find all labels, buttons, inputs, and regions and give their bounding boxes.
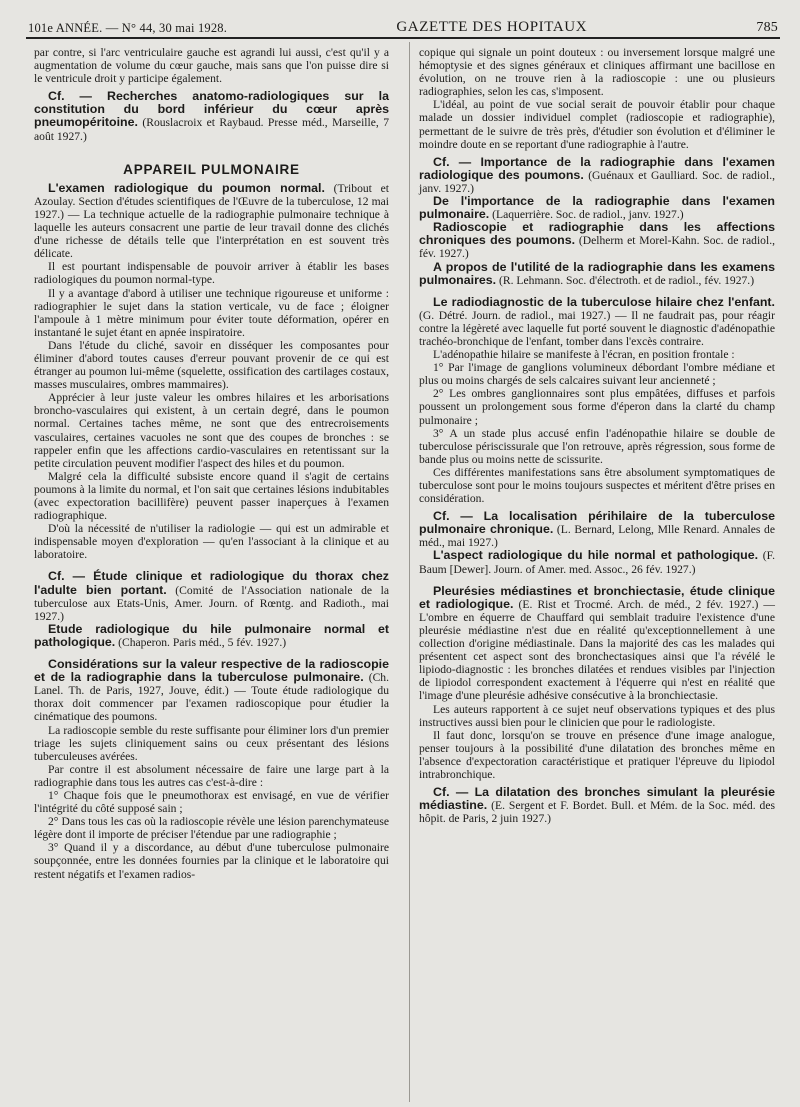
- entry: [419, 549, 775, 575]
- entry-title: L'examen radiologique du poumon normal.: [48, 180, 325, 195]
- entry-title: A propos de l'utilité de la radiographie dans les examens pulmonaires.: [419, 259, 775, 287]
- paragraph: Il faut donc, lorsqu'on se trouve en présence d'une image analogue, penser toujours à la possibilité d'une dilatation des bronches même en l'absence d'expectoration caractéristique et pratiquer l'épreuve du lipiodol intrabronchique.: [419, 728, 775, 781]
- entry-reference: (E. Sergent et F. Bordet. Bull. et Mém. de la Soc. méd. des hôpit. de Paris, 2 juin 1927.): [419, 799, 775, 826]
- entry-reference: (L. Bernard, Lelong, Mlle Renard. Annales de méd., mai 1927.): [419, 523, 775, 550]
- paragraph: 2° Les ombres ganglionnaires sont plus empâtées, diffuses et parfois poussent un prolongement sous forme d'éperon dans la clarté du champ pulmonaire ;: [419, 387, 775, 427]
- entry: [419, 156, 775, 195]
- paragraph: 2° Dans tous les cas où la radioscopie révèle une lésion parenchymateuse légère dont il importe de préciser l'étendue par une radiographie ;: [34, 815, 389, 842]
- paragraph: Par contre il est absolument nécessaire de faire une large part à la radiographie dans tous les autres cas c'est-à-dire :: [34, 762, 389, 789]
- entry: [419, 261, 775, 287]
- entry-reference: (Comité de l'Association nationale de la tuberculose aux Etats-Unis, Amer. Journ. of Rœntg. and Radioth., mai 1927.): [34, 583, 389, 623]
- paragraph: 3° A un stade plus accusé enfin l'adénopathie hilaire se double de tuberculose périscissurale que l'on retrouve, après régression, sous forme de bande plus ou moins nette de scissurite.: [419, 426, 775, 466]
- entry-title: De l'importance de la radiographie dans l'examen pulmonaire.: [419, 194, 775, 222]
- paragraph: Malgré cela la difficulté subsiste encore quand il s'agit de certains poumons à la limite du normal, et l'on sait que certaines lésions indubitables (avec expectoration bacillifère) peuvent passer inaperçues à l'examen radiographique.: [34, 469, 389, 523]
- entry-reference: (Chaperon. Paris méd., 5 fév. 1927.): [118, 635, 287, 649]
- section-heading: APPAREIL PULMONAIRE: [123, 161, 300, 177]
- entry: [34, 658, 389, 723]
- paragraph: Dans l'étude du cliché, savoir en disséquer les composantes pour éliminer d'abord toutes causes d'erreur pouvant provenir de ce qui est étranger au poumon lui-même (squelette, ossification des cartilages costaux, masses musculaires, ombres mammaires).: [34, 338, 389, 392]
- entry-reference: (Tribout et Azoulay. Section d'études scientifiques de l'Œuvre de la tuberculose, 12 mai 1927.): [34, 181, 389, 221]
- entry-title: Considérations sur la valeur respective de la radioscopie et de la radiographie dans la tuberculose pulmonaire.: [34, 657, 389, 685]
- paragraph: D'où la nécessité de n'utiliser la radiologie — qui est un admirable et indispensable moyen d'exploration — qu'en l'associant à la clinique et au laboratoire.: [34, 522, 389, 562]
- entry-title: L'aspect radiologique du hile normal et pathologique.: [433, 548, 759, 563]
- paragraph: 1° Par l'image de ganglions volumineux débordant l'ombre médiane et plus ou moins chargés de sels calcaires suivant leur ancienneté ;: [419, 361, 775, 388]
- entry-title: Pleurésies médiastines et bronchiectasie, étude clinique et radiologique.: [419, 583, 775, 611]
- paragraph: La radioscopie semble du reste suffisante pour éliminer lors d'un premier triage les sujets cliniquement sains ou ceux présentant des lésions tuberculeuses avérées.: [34, 723, 389, 763]
- entry-reference: (Ch. Lanel. Th. de Paris, 1927, Jouve, édit.): [34, 671, 389, 698]
- page-number: 785: [756, 20, 778, 35]
- column-divider: [409, 42, 410, 1102]
- paragraph: par contre, si l'arc ventriculaire gauche est agrandi lui aussi, c'est qu'il y a augmentation de volume du cœur gauche, mais sans que l'on puisse dire si le ventricule droit y participe également.: [34, 46, 389, 86]
- entry: [419, 195, 775, 221]
- entry-title: Cf. — Recherches anatomo-radiologiques sur la constitution du bord inférieur du cœur après pneumopéritoine.: [34, 89, 389, 130]
- header-rule: [26, 37, 780, 39]
- paragraph: Ces différentes manifestations sans être absolument symptomatiques de tuberculose sont pour le moins toujours suspectes et méritent d'être prises en considération.: [419, 465, 775, 506]
- entry: [34, 90, 389, 142]
- entry-title: Cf. — Étude clinique et radiologique du thorax chez l'adulte bien portant.: [34, 569, 389, 597]
- entry: [419, 786, 775, 825]
- entry: [419, 510, 775, 549]
- entry-title: Cf. — La localisation périhilaire de la tuberculose pulmonaire chronique.: [419, 509, 775, 537]
- right-column: [419, 46, 775, 825]
- paragraph: 3° Quand il y a discordance, au début d'une tuberculose pulmonaire soupçonnée, entre les données fournies par la clinique et le laboratoire qui restent négatifs et l'examen radios-: [34, 841, 389, 881]
- left-column: [34, 46, 389, 881]
- paragraph: Il est pourtant indispensable de pouvoir arriver à établir les bases radiologiques du poumon normal-type.: [34, 260, 389, 287]
- entry-text: — L'ombre en équerre de Chauffard qui semblait traduire l'existence d'une pleurésie médiastine n'est due en réalité qu'exceptionnellement à une collection d'origine médiastinale. Dans la majorité des cas les malades qui présentent cet aspect sont des bronchectasiques ainsi que l'a révélé le lipiodo-diagnostic : les bronches dilatées et rendues visibles par l'injection de lipiodol correspondent exactement à l'équerre qui n'est en réalité que l'image d'une pleurésie adhésive consécutive à la bronchiectasie.: [419, 597, 776, 703]
- paragraph: L'adénopathie hilaire se manifeste à l'écran, en position frontale :: [433, 348, 735, 362]
- issue-info: 101e ANNÉE. — N° 44, 30 mai 1928.: [28, 21, 228, 35]
- entry-reference: (Guénaux et Gaulliard. Soc. de radiol., janv. 1927.): [419, 168, 776, 195]
- entry-reference: (Rouslacroix et Raybaud. Presse méd., Marseille, 7 août 1927.): [34, 116, 389, 143]
- entry-reference: (G. Détré. Journ. de radiol., mai 1927.): [419, 308, 611, 322]
- paragraph: Il y a avantage d'abord à utiliser une technique rigoureuse et uniforme : radiographier le sujet dans la station verticale, vu de face ; éloigner l'ampoule à 1 mètre minimum pour éviter toute déformation, opérer en instantané le sujet étant en apnée inspiratoire.: [34, 286, 389, 339]
- paragraph: L'idéal, au point de vue social serait de pouvoir établir pour chaque malade un dossier individuel complet (radioscopie et radiographie), permettant de le suivre de très près, d'étudier son évolution et d'éliminer le moindre doute en se reportant d'une radiographie à l'autre.: [419, 98, 775, 151]
- journal-title: GAZETTE DES HOPITAUX: [396, 19, 588, 35]
- entry-text: — Il ne faudrait pas, pour réagir contre la légèreté avec laquelle fut porté souvent le diagnostic d'adénopathie trachéo-bronchique de l'enfant, tomber dans l'excès contraire.: [419, 308, 775, 348]
- entry-reference: (Laquerrière. Soc. de radiol., janv. 1927.): [492, 208, 684, 222]
- entry-title: Cf. — Importance de la radiographie dans l'examen radiologique des poumons.: [419, 154, 775, 182]
- entry-reference: (E. Rist et Trocmé. Arch. de méd., 2 fév. 1927.): [518, 597, 759, 611]
- paragraph: copique qui signale un point douteux : ou inversement lorsque malgré une hémoptysie et des signes généraux et cliniques affirmant une bacillose en évolution, on ne trouve rien à la radioscopie : une ou plusieurs radiographies, selon les cas, s'imposent.: [419, 46, 775, 99]
- entry: [419, 221, 775, 260]
- entry: [34, 623, 389, 649]
- paragraph: 1° Chaque fois que le pneumothorax est envisagé, en vue de vérifier l'intégrité du côté supposé sain ;: [34, 788, 389, 816]
- entry-title: Cf. — La dilatation des bronches simulant la pleurésie médiastine.: [419, 785, 775, 813]
- paragraph: Apprécier à leur juste valeur les ombres hilaires et les arborisations broncho-vasculaires qui existent, à un certain degré, dans le poumon normal. Certaines taches même, ne sont que des entrecroisements vasculaires, certaines vacuoles ne sont que des coupes de bronches : se rappeler enfin que les affections cardio-vasculaires en retentissant sur la petite circulation peuvent modifier l'aspect des hiles et du poumon.: [34, 391, 389, 470]
- entry: [34, 570, 389, 622]
- entry-reference: (R. Lehmann. Soc. d'électroth. et de radiol., fév. 1927.): [499, 273, 755, 287]
- page-header: [28, 14, 778, 36]
- entry-text: — Toute étude radiologique du thorax doit commencer par l'examen radioscopique pour étudier la cinématique des poumons.: [34, 684, 389, 724]
- entry-reference: (F. Baum [Dewer]. Journ. of Amer. med. Assoc., 26 fév. 1927.): [419, 549, 775, 576]
- paragraph: Les auteurs rapportent à ce sujet neuf observations typiques et des plus instructives aussi bien pour le clinicien que pour le radiologiste.: [419, 702, 775, 729]
- entry-reference: (Delherm et Morel-Kahn. Soc. de radiol., fév. 1927.): [419, 234, 775, 261]
- entry-title: Etude radiologique du hile pulmonaire normal et pathologique.: [34, 621, 389, 649]
- entry-text: — La technique actuelle de la radiographie pulmonaire technique à laquelle les auteurs consacrent une partie de leur travail donne des clichés d'une richesse de détails telle que l'interprétation en est souvent très délicate.: [34, 207, 389, 261]
- entry: [34, 182, 389, 261]
- entry: [419, 585, 775, 703]
- entry-title: Radioscopie et radiographie dans les affections chroniques des poumons.: [419, 220, 775, 248]
- entry: [419, 296, 775, 348]
- entry-title: Le radiodiagnostic de la tuberculose hilaire chez l'enfant.: [433, 294, 775, 309]
